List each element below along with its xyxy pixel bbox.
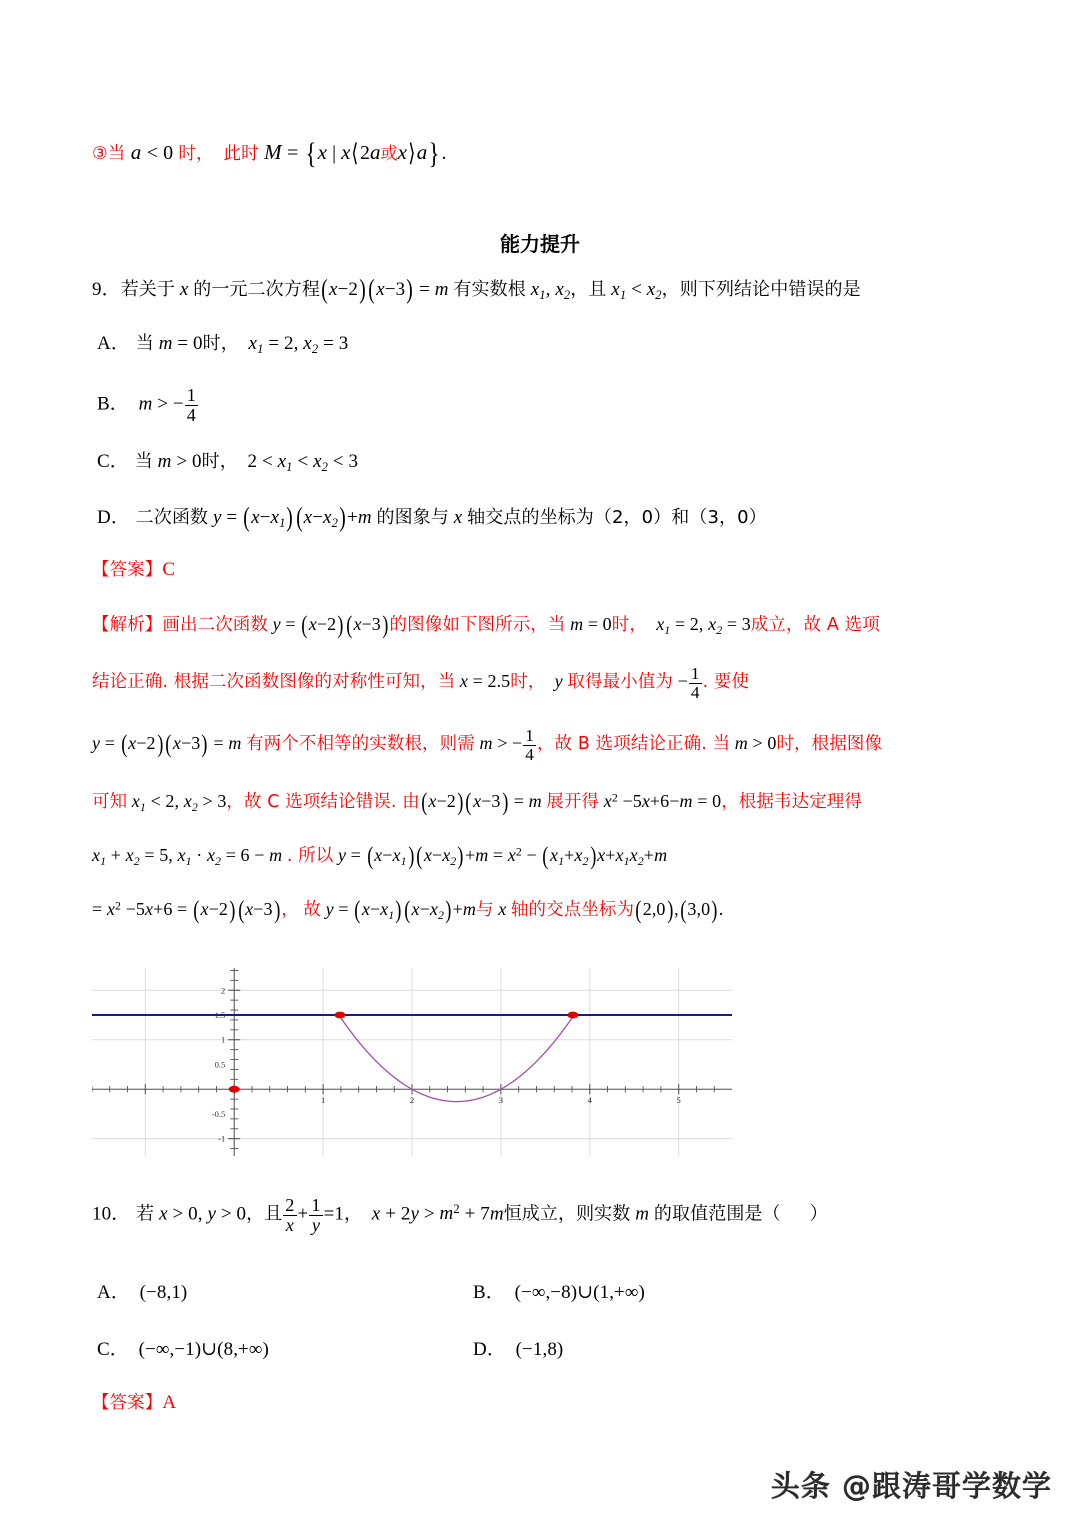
analysis-line-1: 【解析】画出二次函数 y = (x−2)(x−3)的图像如下图所示，当 m = 0时， $x_1 = 2$, $x_2 = 3$成立，故 A 选项 [92,610,880,639]
marked-points [229,1012,579,1093]
analysis-line-5: $x_1 + x_2 = 5$, $x_1 \cdot x_2 = 6 - m$ . 所以 $y = (x-x_1)(x-x_2)+m = x^2 - (x_1+x_2)x+x_1x_2+m$ [92,841,668,870]
question-10-answer-label: 【答案】 [92,1393,163,1413]
analysis-line-4: 可知 $x_1 < 2$, $x_2 > 3$，故 C 选项结论错误. 由(x−2)(x−3) = m 展开得 $x^2 -5x+6-m = 0$，根据韦达定理得 [92,787,863,816]
svg-text:-0.5: -0.5 [211,1108,226,1119]
question-10-answer [92,1393,176,1413]
right-intersection [567,1012,578,1019]
svg-text:1.5: 1.5 [214,1010,226,1020]
analysis-line-2: 结论正确. 根据二次函数图像的对称性可知，当 x = 2.5时， y 取得最小值为 − $\frac{1}{4}$ . 要使 [92,664,750,702]
analysis-line-3: y = (x−2)(x−3) = m 有两个不相等的实数根，则需 m > − $\frac{1}{4}$ ，故 B 选项结论正确. 当 m > 0时，根据图像 [92,726,883,764]
item-3-when: 时， [178,144,214,165]
question-9-stem: 9．若关于 x 的一元二次方程(x−2)(x−3) = m 有实数根 $x_1$, $x_2$，且 $x_1 < x_2$，则下列结论中错误的是 [92,274,861,304]
graph-svg [92,968,732,1156]
item-3-then: 此时 [223,144,259,165]
question-9-option-d[interactable]: D． 二次函数 $y = (x-x_1)(x-x_2)+m$ 的图象与 x 轴交点的坐标为（2，0）和（3，0） [97,502,767,532]
question-9-option-a[interactable]: A． 当 m = 0时， $x_1 = 2$, $x_2 = 3$ [97,333,349,356]
grid-lines [92,968,732,1156]
question-10-option-d[interactable]: D． (−1,8) [473,1339,564,1360]
svg-text:2: 2 [409,1095,415,1106]
analysis-label: 【解析】 [92,615,163,636]
svg-text:3: 3 [498,1095,504,1106]
question-9-answer-value: C [162,559,176,580]
svg-text:4: 4 [587,1095,592,1106]
question-10-stem: 10． 若 x > 0, y > 0，且 $\frac{2}{x}$ + $\frac{1}{y}$ =1， $x + 2y > m^2 + 7m$恒成立，则实数 m 的取值范围是（ ） [92,1195,828,1235]
item-3-line: ③当 a < 0 时， 此时 M = {x | x⟨2a或x⟩a}. [92,138,447,170]
question-9-answer-label: 【答案】 [92,560,163,580]
svg-text:1: 1 [320,1095,326,1106]
question-10-option-b[interactable]: B． (−∞,−8)∪(1,+∞) [473,1282,645,1303]
question-9-option-c[interactable]: C． 当 m > 0时， $2 < x_1 < x_2 < 3$ [97,451,359,474]
question-9-option-b[interactable]: B． m > − $\frac{1}{4}$ [97,385,196,425]
svg-text:-1: -1 [218,1133,226,1144]
x-axis-tick-labels [321,1095,681,1105]
origin-point [229,1086,240,1093]
left-intersection [335,1012,346,1019]
svg-text:0.5: 0.5 [214,1059,226,1070]
svg-text:2: 2 [220,985,226,996]
item-3-prefix: ③当 [92,144,126,165]
analysis-line-6: = $x^2 -5x+6 = (x-2)(x-3)$， 故 $y = (x-x_1)(x-x_2)+m$与 x 轴的交点坐标为(2,0),(3,0). [92,895,724,924]
y-axis-tick-labels [212,985,225,1143]
parabola-series [338,1014,574,1102]
svg-text:5: 5 [676,1095,681,1106]
question-10-option-a[interactable]: A． (−8,1) [97,1282,188,1303]
parabola-graph-figure [92,968,732,1156]
question-10-answer-value: A [162,1392,177,1413]
watermark: 头条 @跟涛哥学数学 [770,1469,1052,1503]
section-title: 能力提升 [500,232,580,256]
svg-text:1: 1 [220,1034,226,1045]
question-9-answer [92,560,175,580]
question-10-option-c[interactable]: C． (−∞,−1)∪(8,+∞) [97,1339,269,1360]
